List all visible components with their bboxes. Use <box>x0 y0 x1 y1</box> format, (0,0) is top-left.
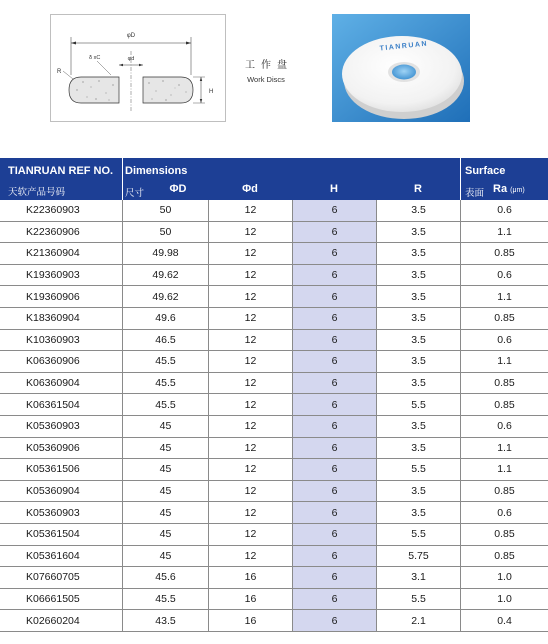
specifications-table <box>0 158 548 632</box>
cell-ref: K22360906 <box>26 225 80 238</box>
cell-d: 12 <box>208 330 292 351</box>
cell-D: 50 <box>122 200 208 221</box>
header-dimensions: Dimensions <box>125 165 188 177</box>
cell-H: 6 <box>292 351 376 372</box>
cell-d: 12 <box>208 481 292 502</box>
cell-d: 12 <box>208 222 292 243</box>
cell-Ra: 0.6 <box>460 265 548 286</box>
table-row <box>0 459 548 481</box>
cell-d: 12 <box>208 546 292 567</box>
cell-d: 12 <box>208 308 292 329</box>
cell-ref: K05360903 <box>26 506 80 519</box>
cell-Ra: 0.85 <box>460 546 548 567</box>
header-size-cn: 尺寸 <box>125 188 145 199</box>
header-H: H <box>330 183 338 195</box>
table-row <box>0 438 548 460</box>
cell-H: 6 <box>292 502 376 523</box>
cell-D: 49.62 <box>122 286 208 307</box>
technical-drawing <box>50 14 226 122</box>
product-name-en: Work Discs <box>247 75 285 84</box>
cell-R: 2.1 <box>376 610 460 631</box>
radius-label: R <box>57 69 62 75</box>
cell-R: 5.5 <box>376 394 460 415</box>
cell-ref: K05361506 <box>26 463 80 476</box>
cell-R: 5.5 <box>376 524 460 545</box>
table-row <box>0 265 548 287</box>
disc-cross-section-diagram <box>51 15 225 121</box>
cell-Ra: 0.6 <box>460 200 548 221</box>
cell-R: 3.5 <box>376 265 460 286</box>
table-row <box>0 524 548 546</box>
table-row <box>0 351 548 373</box>
table-row <box>0 546 548 568</box>
header-d: Φd <box>242 183 258 195</box>
cell-ref: K06361504 <box>26 398 80 411</box>
header-divider <box>122 158 123 200</box>
cell-d: 12 <box>208 351 292 372</box>
cell-Ra: 0.4 <box>460 610 548 631</box>
cell-d: 12 <box>208 438 292 459</box>
cell-D: 50 <box>122 222 208 243</box>
cell-D: 49.62 <box>122 265 208 286</box>
cell-d: 12 <box>208 459 292 480</box>
cell-d: 12 <box>208 200 292 221</box>
cell-H: 6 <box>292 546 376 567</box>
cell-D: 45 <box>122 459 208 480</box>
cell-Ra: 0.6 <box>460 416 548 437</box>
cell-D: 45 <box>122 416 208 437</box>
cell-D: 45 <box>122 546 208 567</box>
cell-d: 12 <box>208 243 292 264</box>
height-label: H <box>209 89 214 95</box>
diameter-label: φD <box>126 33 136 39</box>
cell-Ra: 0.6 <box>460 502 548 523</box>
cell-R: 5.75 <box>376 546 460 567</box>
cell-H: 6 <box>292 222 376 243</box>
cell-d: 16 <box>208 589 292 610</box>
cell-Ra: 1.1 <box>460 438 548 459</box>
cell-Ra: 1.1 <box>460 286 548 307</box>
cell-R: 5.5 <box>376 589 460 610</box>
cell-D: 45.5 <box>122 373 208 394</box>
cell-H: 6 <box>292 373 376 394</box>
header-Ra-symbol: Ra <box>493 183 508 195</box>
cell-H: 6 <box>292 589 376 610</box>
cell-D: 45 <box>122 502 208 523</box>
cell-ref: K02660204 <box>26 614 80 627</box>
cell-Ra: 1.0 <box>460 567 548 588</box>
table-row <box>0 200 548 222</box>
cell-ref: K06360904 <box>26 377 80 390</box>
cell-Ra: 0.85 <box>460 394 548 415</box>
cell-D: 45.5 <box>122 589 208 610</box>
table-row <box>0 243 548 265</box>
product-name-cn: 工作盘 <box>245 60 293 71</box>
table-row <box>0 502 548 524</box>
cell-D: 45 <box>122 438 208 459</box>
table-row <box>0 567 548 589</box>
cell-H: 6 <box>292 265 376 286</box>
header-ref-en: TIANRUAN REF NO. <box>8 165 114 177</box>
cell-H: 6 <box>292 308 376 329</box>
cell-H: 6 <box>292 394 376 415</box>
header-Ra-unit: (μm) <box>510 187 525 194</box>
header-D: ΦD <box>169 183 187 195</box>
cell-R: 3.5 <box>376 330 460 351</box>
cell-H: 6 <box>292 200 376 221</box>
table-row <box>0 308 548 330</box>
cell-D: 43.5 <box>122 610 208 631</box>
cell-H: 6 <box>292 567 376 588</box>
cell-H: 6 <box>292 610 376 631</box>
cell-d: 12 <box>208 286 292 307</box>
header-divider <box>460 158 461 200</box>
cell-D: 45.5 <box>122 394 208 415</box>
table-row <box>0 286 548 308</box>
cell-H: 6 <box>292 481 376 502</box>
header-surface: Surface <box>465 165 506 177</box>
cell-ref: K05361504 <box>26 528 80 541</box>
cell-Ra: 0.85 <box>460 308 548 329</box>
cell-R: 5.5 <box>376 459 460 480</box>
cell-ref: K07660705 <box>26 571 80 584</box>
cell-ref: K19360906 <box>26 290 80 303</box>
product-photo <box>332 14 470 122</box>
cell-ref: K22360903 <box>26 204 80 217</box>
product-header <box>0 0 548 158</box>
cell-d: 12 <box>208 416 292 437</box>
table-row <box>0 481 548 503</box>
table-row <box>0 610 548 632</box>
cell-R: 3.5 <box>376 200 460 221</box>
brand-text: TIANRUAN <box>379 40 429 53</box>
cell-D: 46.5 <box>122 330 208 351</box>
table-row <box>0 394 548 416</box>
cell-R: 3.5 <box>376 243 460 264</box>
table-row <box>0 589 548 611</box>
cell-ref: K06360906 <box>26 355 80 368</box>
table-header <box>0 158 548 200</box>
cell-R: 3.5 <box>376 438 460 459</box>
cell-d: 12 <box>208 524 292 545</box>
chamfer-label: δ xC <box>89 55 101 61</box>
cell-ref: K06661505 <box>26 592 80 605</box>
cell-R: 3.5 <box>376 502 460 523</box>
cell-D: 45.5 <box>122 351 208 372</box>
cell-ref: K05361604 <box>26 549 80 562</box>
cell-Ra: 0.6 <box>460 330 548 351</box>
cell-ref: K10360903 <box>26 333 80 346</box>
header-R: R <box>414 183 422 195</box>
cell-H: 6 <box>292 459 376 480</box>
cell-H: 6 <box>292 416 376 437</box>
cell-Ra: 1.1 <box>460 459 548 480</box>
cell-d: 12 <box>208 502 292 523</box>
header-surface-cn: 表面 <box>465 188 485 199</box>
cell-ref: K19360903 <box>26 269 80 282</box>
product-caption <box>236 56 296 84</box>
cell-H: 6 <box>292 524 376 545</box>
cell-R: 3.5 <box>376 351 460 372</box>
cell-R: 3.1 <box>376 567 460 588</box>
cell-D: 45 <box>122 524 208 545</box>
cell-Ra: 1.0 <box>460 589 548 610</box>
cell-ref: K05360906 <box>26 441 80 454</box>
cell-d: 12 <box>208 265 292 286</box>
cell-Ra: 0.85 <box>460 481 548 502</box>
cell-R: 3.5 <box>376 222 460 243</box>
cell-Ra: 0.85 <box>460 524 548 545</box>
cell-R: 3.5 <box>376 286 460 307</box>
cell-d: 12 <box>208 394 292 415</box>
cell-d: 16 <box>208 610 292 631</box>
cell-d: 12 <box>208 373 292 394</box>
cell-H: 6 <box>292 286 376 307</box>
cell-ref: K18360904 <box>26 312 80 325</box>
cell-ref: K05360904 <box>26 485 80 498</box>
cell-Ra: 0.85 <box>460 373 548 394</box>
header-ref-cn: 天软产品号码 <box>8 187 66 198</box>
cell-R: 3.5 <box>376 416 460 437</box>
table-row <box>0 373 548 395</box>
cell-d: 16 <box>208 567 292 588</box>
work-disc-photo <box>332 14 470 122</box>
cell-ref: K05360903 <box>26 420 80 433</box>
cell-R: 3.5 <box>376 373 460 394</box>
cell-R: 3.5 <box>376 481 460 502</box>
cell-Ra: 0.85 <box>460 243 548 264</box>
cell-H: 6 <box>292 243 376 264</box>
cell-H: 6 <box>292 438 376 459</box>
cell-R: 3.5 <box>376 308 460 329</box>
table-body <box>0 200 548 632</box>
bore-label: φd <box>127 56 135 62</box>
cell-Ra: 1.1 <box>460 351 548 372</box>
table-row <box>0 330 548 352</box>
cell-D: 49.98 <box>122 243 208 264</box>
cell-H: 6 <box>292 330 376 351</box>
cell-ref: K21360904 <box>26 247 80 260</box>
cell-Ra: 1.1 <box>460 222 548 243</box>
cell-D: 45 <box>122 481 208 502</box>
table-row <box>0 222 548 244</box>
cell-D: 45.6 <box>122 567 208 588</box>
cell-D: 49.6 <box>122 308 208 329</box>
header-Ra <box>493 183 525 195</box>
table-row <box>0 416 548 438</box>
